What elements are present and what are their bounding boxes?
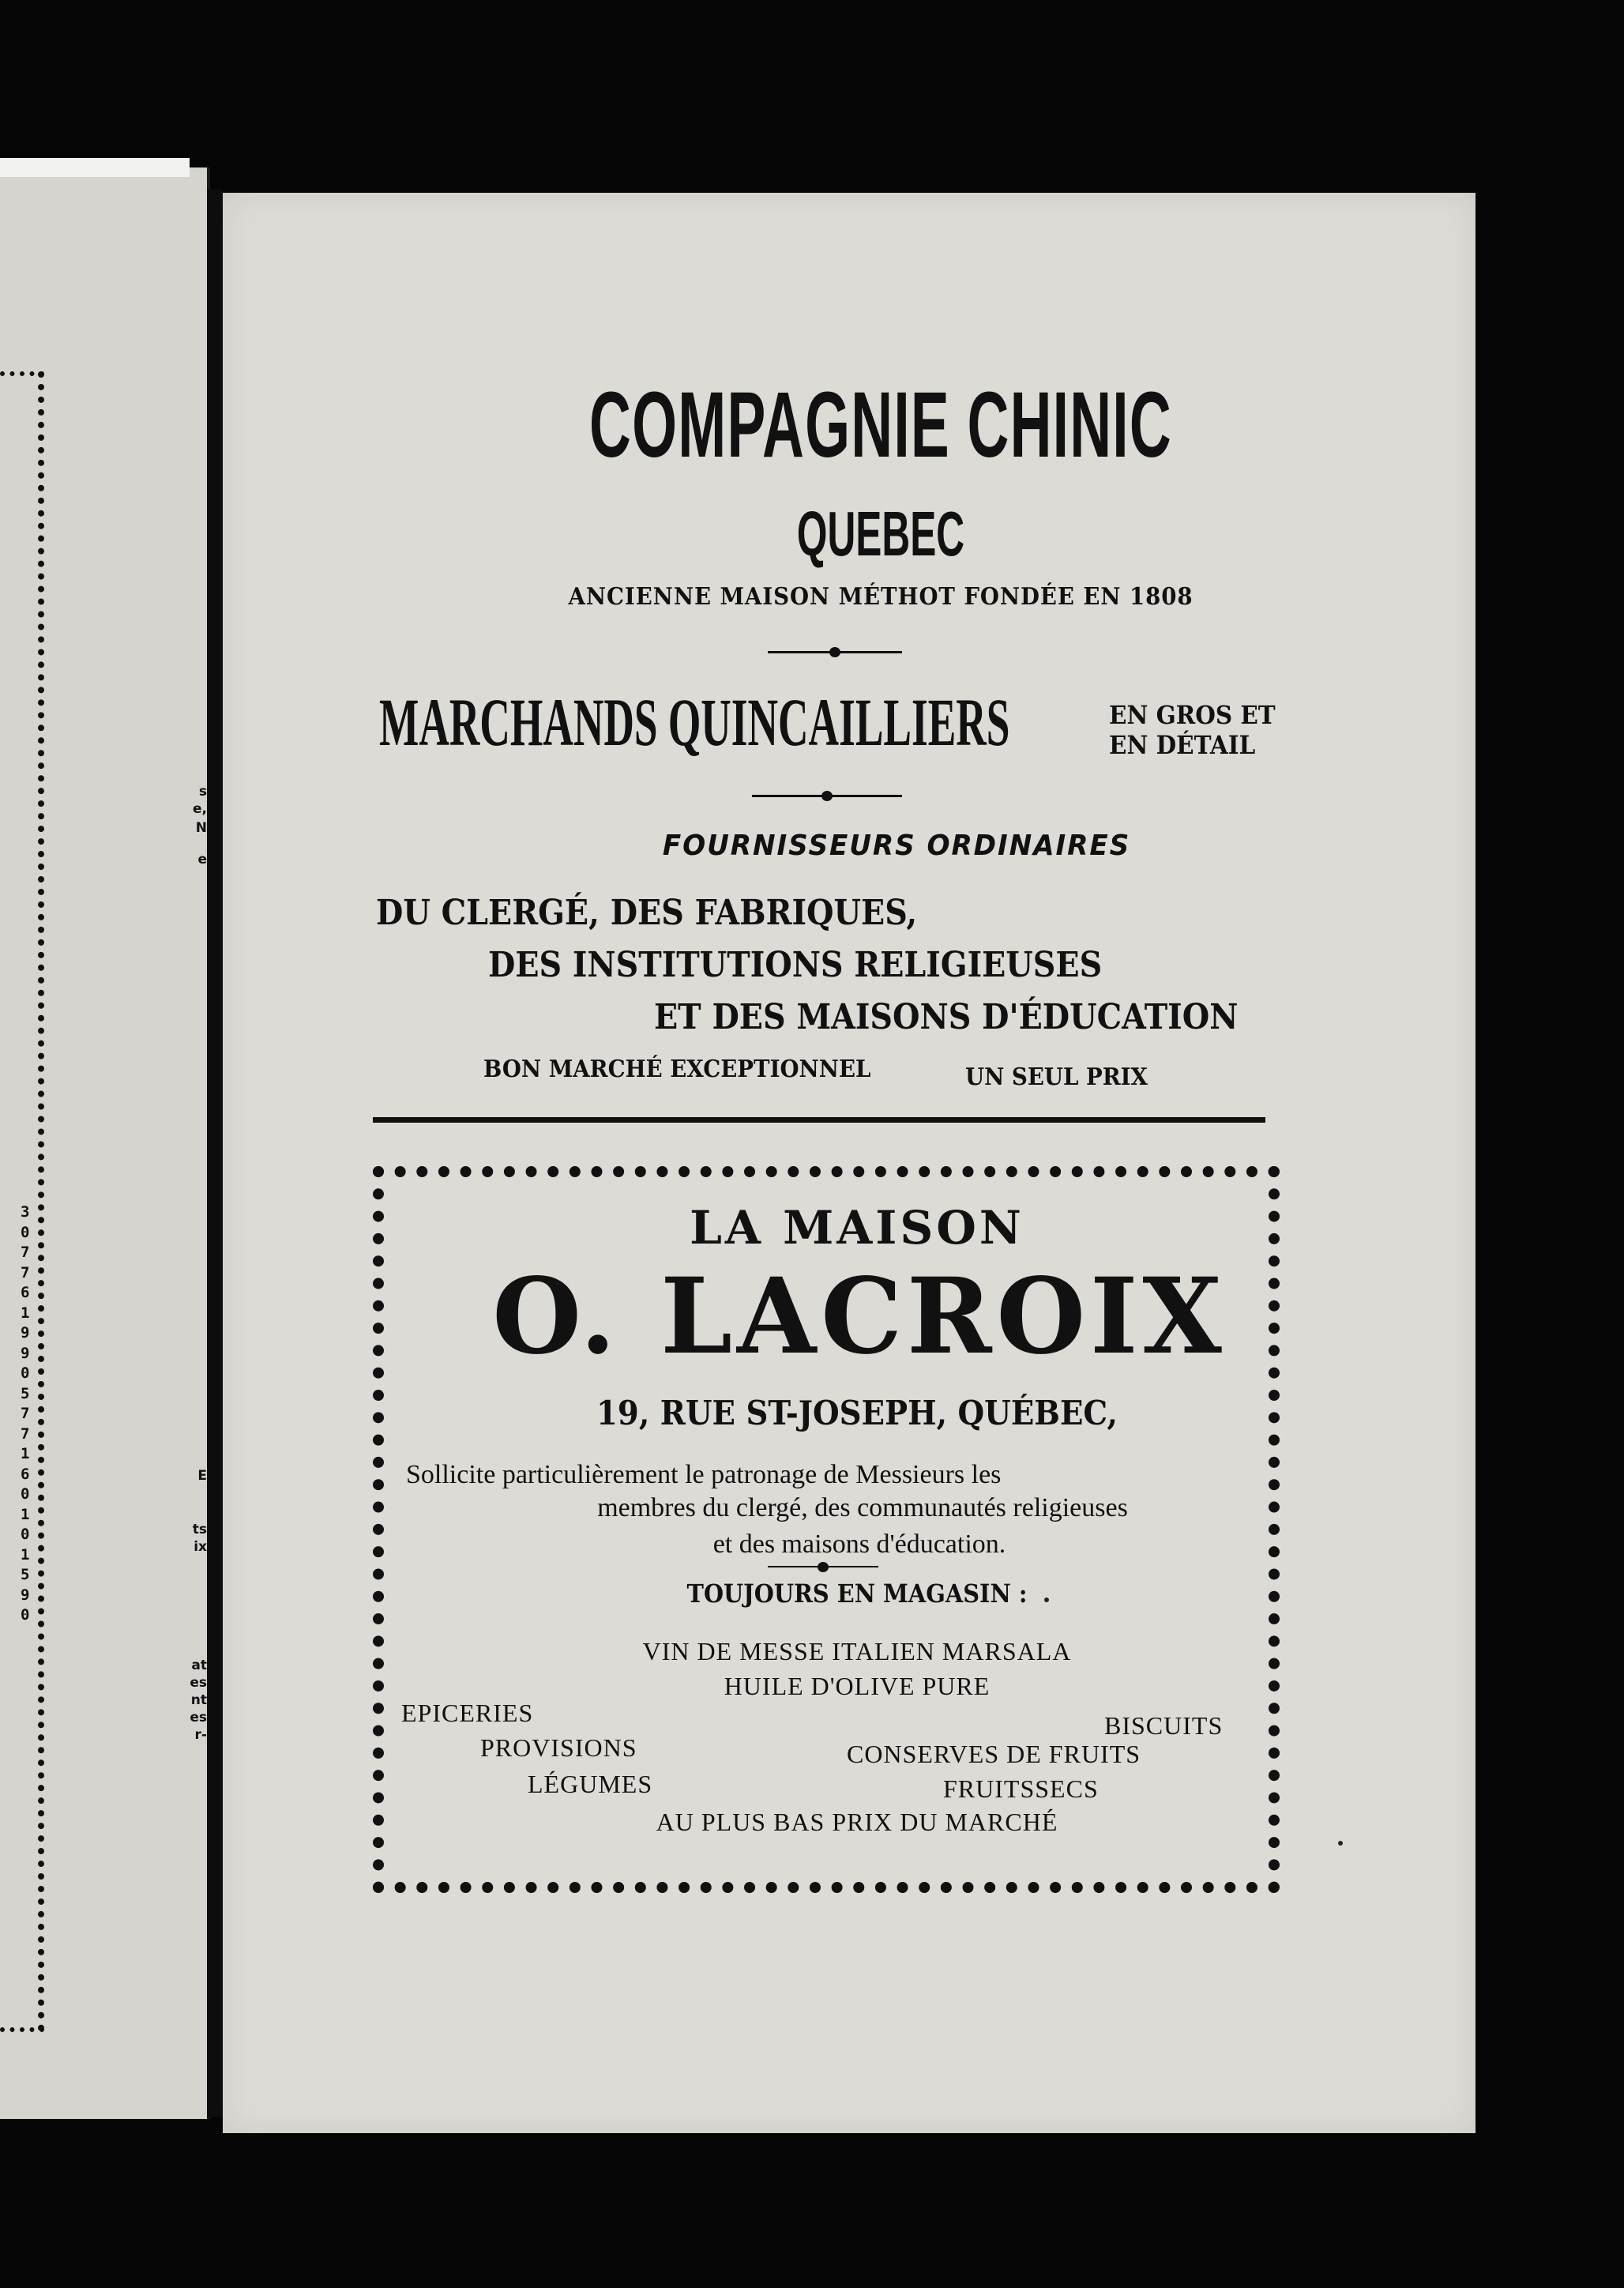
trade-scope-gros: EN GROS ET: [1109, 700, 1276, 730]
facing-page-digit: 6: [21, 1465, 30, 1483]
facing-page-digit: 5: [21, 1566, 30, 1583]
facing-page-digit: 9: [21, 1344, 30, 1362]
facing-page-fragment: s: [198, 784, 207, 800]
ad-address: 19, RUE ST-JOSEPH, QUÉBEC,: [596, 1394, 1118, 1432]
facing-page: [0, 167, 210, 2119]
facing-page-digit: 5: [21, 1384, 30, 1402]
company-city: QUEBEC: [796, 499, 965, 569]
facing-page-digit: 9: [21, 1324, 30, 1342]
trade-title: MARCHANDS QUINCAILLIERS: [379, 684, 1010, 760]
ad-body-line-2: membres du clergé, des communautés religieuses: [597, 1493, 1128, 1522]
ad-legumes: LÉGUMES: [528, 1770, 653, 1798]
facing-page-fragment: es: [190, 1710, 207, 1725]
facing-page-digit: 9: [21, 1586, 30, 1604]
facing-page-fragment: N: [195, 820, 207, 836]
facing-page-digit: 6: [21, 1284, 30, 1301]
facing-page-fragment: ts: [192, 1522, 207, 1537]
suppliers-line-3: ET DES MAISONS D'ÉDUCATION: [654, 997, 1239, 1037]
ad-la-maison: LA MAISON: [690, 1201, 1024, 1255]
company-name: COMPAGNIE CHINIC: [589, 373, 1172, 477]
facing-page-digit: 1: [21, 1505, 30, 1523]
ad-body-line-3: et des maisons d'éducation.: [712, 1530, 1006, 1559]
facing-page-fragment: r-: [194, 1727, 207, 1743]
page-tab: [0, 158, 190, 177]
facing-page-border: [0, 371, 44, 2032]
trade-scope-detail: EN DÉTAIL: [1109, 730, 1256, 760]
book-spine: [207, 190, 223, 2117]
speck: [1338, 1841, 1343, 1846]
facing-page-digit: 3: [21, 1203, 30, 1221]
document-page: [223, 193, 1476, 2133]
facing-page-fragment: E: [197, 1468, 207, 1484]
facing-page-digit: 7: [21, 1424, 30, 1443]
facing-page-digit: 7: [21, 1263, 30, 1281]
trade-scope: [1109, 700, 1276, 760]
facing-page-digit: 1: [21, 1445, 30, 1462]
ad-vin: VIN DE MESSE ITALIEN MARSALA: [642, 1637, 1072, 1665]
section-rule: [373, 1117, 1265, 1123]
facing-page-digit: 0: [21, 1364, 30, 1382]
ornament-divider: [768, 651, 902, 653]
facing-page-digit: 1: [21, 1545, 30, 1564]
facing-page-fragment: e: [197, 852, 207, 867]
facing-page-digit: 0: [21, 1526, 30, 1543]
facing-page-digit: 0: [21, 1606, 30, 1624]
ad-biscuits: BISCUITS: [1104, 1711, 1224, 1740]
suppliers-line-1: DU CLERGÉ, DES FABRIQUES,: [376, 893, 918, 933]
seul-prix: UN SEUL PRIX: [965, 1063, 1148, 1091]
ad-epiceries: EPICERIES: [401, 1699, 534, 1727]
ornament-divider: [752, 795, 902, 797]
ad-bas-prix: AU PLUS BAS PRIX DU MARCHÉ: [656, 1808, 1058, 1836]
ad-conserves: CONSERVES DE FRUITS: [847, 1740, 1141, 1768]
ad-toujours: TOUJOURS EN MAGASIN :: [686, 1579, 1028, 1609]
facing-page-fragment: at: [191, 1658, 207, 1673]
bon-marche: BON MARCHÉ EXCEPTIONNEL: [483, 1056, 871, 1083]
facing-page-fragment: e,: [193, 801, 207, 817]
facing-page-digit: 0: [21, 1223, 30, 1241]
facing-page-digit: 0: [21, 1485, 30, 1503]
ad-name: O. LACROIX: [492, 1255, 1227, 1378]
facing-page-digit: 7: [21, 1405, 30, 1422]
ad-body-line-1: Sollicite particulièrement le patronage de Messieurs les: [406, 1460, 1002, 1489]
ad-huile: HUILE D'OLIVE PURE: [724, 1672, 991, 1700]
founded-line: ANCIENNE MAISON MÉTHOT FONDÉE EN 1808: [568, 583, 1194, 611]
ad-provisions: PROVISIONS: [480, 1733, 637, 1762]
facing-page-digits: [21, 1202, 29, 1626]
facing-page-digit: 1: [21, 1304, 30, 1322]
short-rule: [768, 1566, 878, 1567]
facing-page-digit: 7: [21, 1244, 30, 1261]
speck: [1044, 1597, 1049, 1602]
ad-fruits-secs: FRUITSSECS: [943, 1774, 1099, 1803]
facing-page-fragment: nt: [190, 1692, 207, 1708]
facing-page-fragment: ix: [194, 1539, 207, 1555]
facing-page-fragment: es: [190, 1675, 207, 1691]
suppliers-heading: FOURNISSEURS ORDINAIRES: [662, 830, 1131, 862]
suppliers-line-2: DES INSTITUTIONS RELIGIEUSES: [488, 945, 1103, 985]
